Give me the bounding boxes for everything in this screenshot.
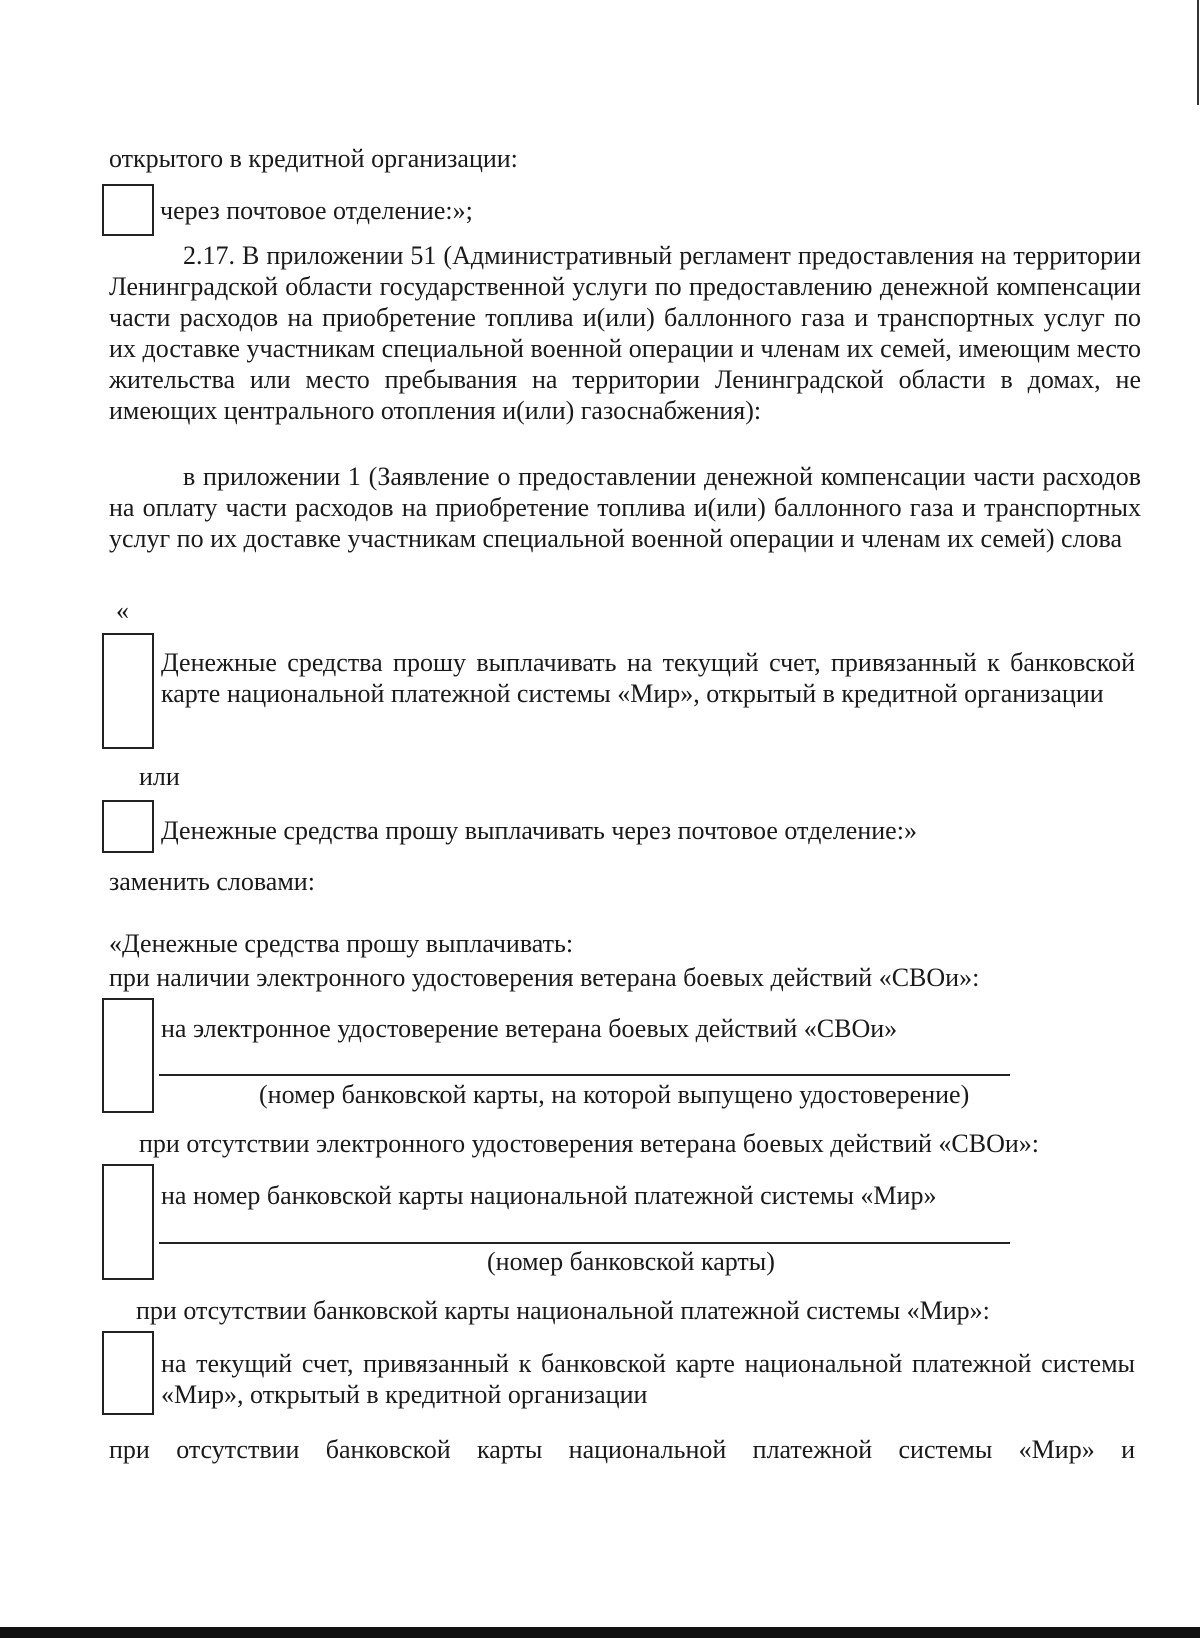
option-current-account: на текущий счет, привязанный к банковской карте национальной платежной системы «Мир», открытый в кредитной организации (161, 1349, 1135, 1409)
text-replace: заменить словами: (109, 867, 315, 896)
paragraph-appendix-1: в приложении 1 (Заявление о предоставлении денежной компенсации части расходов на оплату части расходов на приобретение топлива и(или) баллонного газа и транспортных услуг по их доставке участникам специальной военной операции и членам их семей) слова (109, 462, 1141, 553)
text-new-intro: «Денежные средства прошу выплачивать: (109, 929, 574, 958)
paragraph-2-17: 2.17. В приложении 51 (Административный регламент предоставления на территории Ленинградской области государственной услуги по предоставлению денежной компенсации части расходов на приобретение топлива и(или) баллонного газа и транспортных услуг по их доставке участникам специальной военной операции и членам их семей, имеющим место жительства или место пребывания на территории Ленинградской области в домах, не имеющих центрального отопления и(или) газоснабжения): (109, 241, 1141, 425)
scan-edge-right (1197, 0, 1199, 105)
card-number-line[interactable] (159, 1242, 1010, 1244)
text-last-line: при отсутствии банковской карты национальной платежной системы «Мир» и (109, 1435, 1135, 1464)
condition-no-card: при отсутствии банковской карты национальной платежной системы «Мир»: (136, 1296, 990, 1325)
checkbox-post-office[interactable] (102, 800, 154, 853)
hint-ecert-card-number: (номер банковской карты, на которой выпущено удостоверение) (259, 1080, 970, 1109)
text-line-post-office: через почтовое отделение:»; (160, 196, 473, 225)
text-or: или (139, 762, 180, 791)
scan-edge-bottom (0, 1627, 1200, 1638)
text-line-credit-org: открытого в кредитной организации: (109, 144, 518, 173)
option-account-old: Денежные средства прошу выплачивать на текущий счет, привязанный к банковской карте национальной платежной системы «Мир», открытый в кредитной организации (161, 648, 1135, 708)
checkbox-current-account[interactable] (102, 1331, 154, 1415)
ecert-card-number-line[interactable] (159, 1074, 1010, 1076)
condition-ecert: при наличии электронного удостоверения ветерана боевых действий «СВОи»: (109, 963, 980, 992)
option-ecert: на электронное удостоверение ветерана боевых действий «СВОи» (161, 1014, 898, 1043)
checkbox-account-old[interactable] (102, 633, 154, 749)
option-post-office: Денежные средства прошу выплачивать через почтовое отделение:» (161, 816, 917, 845)
checkbox-post-old[interactable] (102, 184, 154, 236)
checkbox-ecert[interactable] (102, 998, 154, 1113)
checkbox-card-number[interactable] (102, 1164, 154, 1280)
hint-card-number: (номер банковской карты) (487, 1247, 775, 1276)
condition-no-ecert: при отсутствии электронного удостоверения ветерана боевых действий «СВОи»: (139, 1129, 1040, 1158)
option-card-number: на номер банковской карты национальной платежной системы «Мир» (161, 1181, 937, 1210)
quote-open-mark: « (116, 596, 129, 625)
